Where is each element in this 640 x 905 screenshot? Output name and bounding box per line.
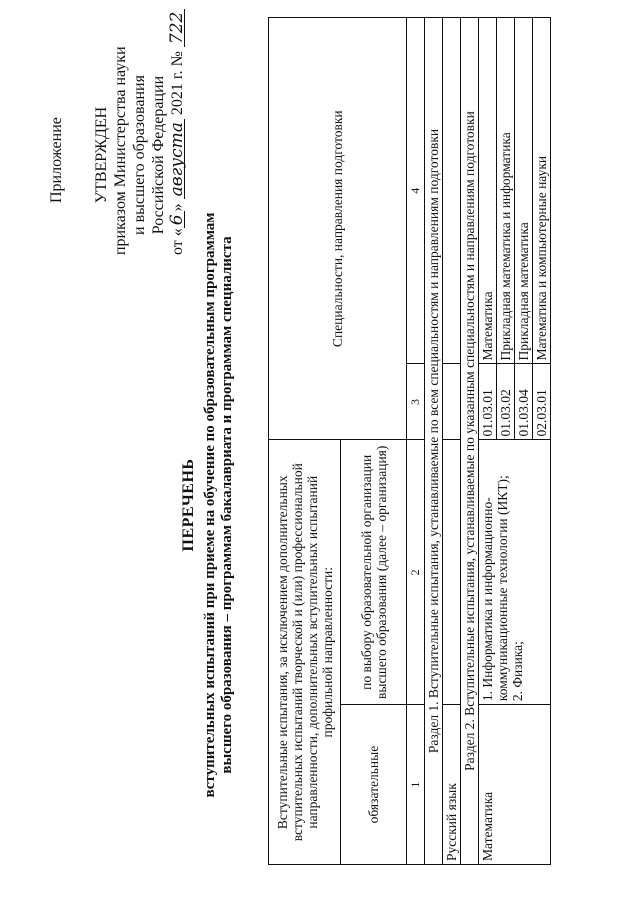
- date-prefix: от «: [169, 228, 186, 255]
- header-choice: по выбору образовательной организации высшего образования (далее – организация): [341, 440, 407, 705]
- specialty-code: 01.03.02: [497, 364, 515, 440]
- column-numbers-row: [407, 18, 425, 865]
- section-2-heading: Раздел 2. Вступительные испытания, устанавливаемые по указанным специальностям и направлениям подготовки: [461, 18, 479, 865]
- date-month: августа: [170, 119, 185, 199]
- header-mandatory: обязательные: [341, 705, 407, 865]
- header-specialties: Специальности, направления подготовки: [269, 18, 407, 440]
- column-number: 3: [407, 364, 425, 440]
- specialty-name: Математика и компьютерные науки: [533, 18, 551, 365]
- order-number: 722: [170, 9, 185, 47]
- approved-label: УТВЕРЖДЕН: [93, 106, 110, 204]
- title-line: высшего образования – программам бакалавриата и программам специалиста: [219, 236, 235, 774]
- row-russian: Русский язык: [443, 705, 461, 865]
- choice-item: 1. Информатика и информационно-коммуникационные технологии (ИКТ);: [480, 475, 510, 702]
- column-number: 1: [407, 705, 425, 865]
- column-number: 4: [407, 18, 425, 365]
- choice-list: [479, 440, 551, 705]
- specialty-name: Прикладная математика и информатика: [497, 18, 515, 365]
- approved-line: и высшего образования: [131, 75, 148, 235]
- specialty-code: 01.03.04: [515, 364, 533, 440]
- specialty-code: 01.03.01: [479, 364, 497, 440]
- date-mid: »: [169, 203, 186, 212]
- specialty-name: Прикладная математика: [515, 18, 533, 365]
- date-day: 6: [170, 211, 185, 228]
- column-number: 2: [407, 440, 425, 705]
- exams-table: [268, 17, 551, 865]
- approval-block: [92, 11, 187, 255]
- specialty-name: Математика: [479, 18, 497, 365]
- choice-item: 2. Физика;: [510, 641, 525, 702]
- approved-line: приказом Министерства науки: [112, 46, 129, 255]
- header-tests: Вступительные испытания, за исключением дополнительных вступительных испытаний творческой и (или) профессиональной направленности, дополнительных вступительных испытаний профильной направленности:: [269, 440, 341, 865]
- specialty-code: 02.03.01: [533, 364, 551, 440]
- date-year: 2021 г. №: [169, 51, 186, 116]
- section-1-heading: Раздел 1. Вступительные испытания, устанавливаемые по всем специальностям и направлениям подготовки: [425, 18, 443, 865]
- document-title: [180, 185, 236, 825]
- row-math: Математика: [479, 705, 551, 865]
- appendix-label: Приложение: [48, 117, 65, 203]
- approved-line: Российской Федерации: [150, 75, 167, 235]
- title-main: ПЕРЕЧЕНЬ: [180, 458, 197, 552]
- title-line: вступительных испытаний при приеме на обучение по образовательным программам: [202, 212, 218, 798]
